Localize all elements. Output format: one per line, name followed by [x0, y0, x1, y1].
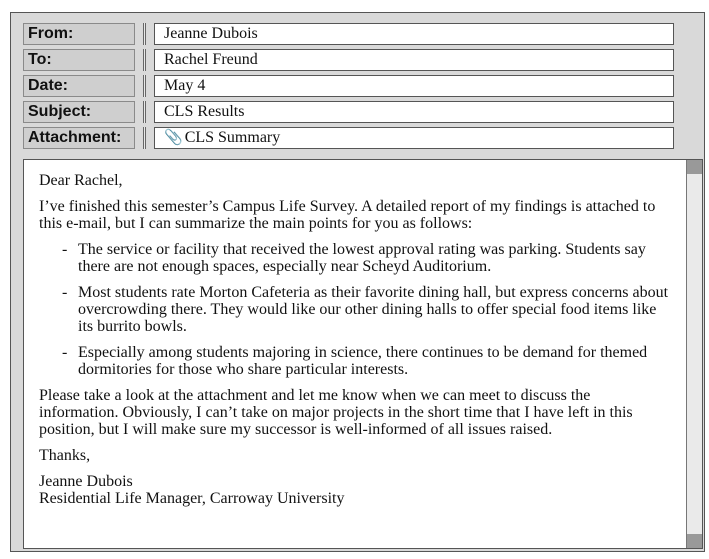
separator: [143, 23, 146, 45]
signature-name: Jeanne Dubois: [39, 473, 133, 490]
from-label: From:: [23, 23, 135, 45]
attachment-name[interactable]: CLS Summary: [184, 129, 281, 146]
to-field[interactable]: Rachel Freund: [154, 49, 674, 71]
greeting: Dear Rachel,: [39, 172, 123, 189]
attachment-field[interactable]: [154, 127, 674, 149]
separator: [143, 49, 146, 71]
bullet-text: Most students rate Morton Cafeteria as their favorite dining hall, but express concerns about overcrowding there. They would like our other dining halls to offer special food items like its burrito bowls.: [78, 284, 669, 335]
email-window: [10, 12, 705, 552]
intro-paragraph: I’ve finished this semester’s Campus Life Survey. A detailed report of my findings is attached to this e-mail, but I can summarize the main points for you as follows:: [39, 198, 656, 232]
scroll-up-arrow[interactable]: [687, 160, 702, 174]
date-field[interactable]: May 4: [154, 75, 674, 97]
scroll-down-arrow[interactable]: [687, 534, 702, 548]
message-body[interactable]: [23, 159, 703, 549]
signature-title: Residential Life Manager, Carroway University: [39, 490, 345, 507]
from-row: [23, 23, 703, 45]
date-label: Date:: [23, 75, 135, 97]
date-row: [23, 75, 703, 97]
list-item: [39, 241, 669, 275]
list-item: [39, 284, 669, 335]
bullet-text: The service or facility that received the lowest approval rating was parking. Students say there are not enough spaces, especially near Scheyd Auditorium.: [78, 241, 646, 275]
subject-field[interactable]: CLS Results: [154, 101, 674, 123]
to-label: To:: [23, 49, 135, 71]
vertical-scrollbar[interactable]: [686, 160, 702, 548]
bullet-text: Especially among students majoring in science, there continues to be demand for themed dormitories for those who share particular interests.: [78, 344, 648, 378]
separator: [143, 127, 146, 149]
signoff: Thanks,: [39, 447, 91, 464]
paperclip-icon: 📎: [164, 130, 183, 146]
separator: [143, 101, 146, 123]
list-item: [39, 344, 669, 378]
message-text: [39, 172, 669, 507]
dash-bullet: -: [62, 284, 68, 301]
attachment-row: [23, 127, 703, 149]
to-row: [23, 49, 703, 71]
attachment-label: Attachment:: [23, 127, 135, 149]
closing-paragraph: Please take a look at the attachment and let me know when we can meet to discuss the information. Obviously, I can’t take on major projects in the short time that I have left in this position, but I will make sure my successor is well-informed of all issues raised.: [39, 387, 633, 438]
from-field[interactable]: Jeanne Dubois: [154, 23, 674, 45]
dash-bullet: -: [62, 241, 68, 258]
separator: [143, 75, 146, 97]
subject-label: Subject:: [23, 101, 135, 123]
subject-row: [23, 101, 703, 123]
dash-bullet: -: [62, 344, 68, 361]
